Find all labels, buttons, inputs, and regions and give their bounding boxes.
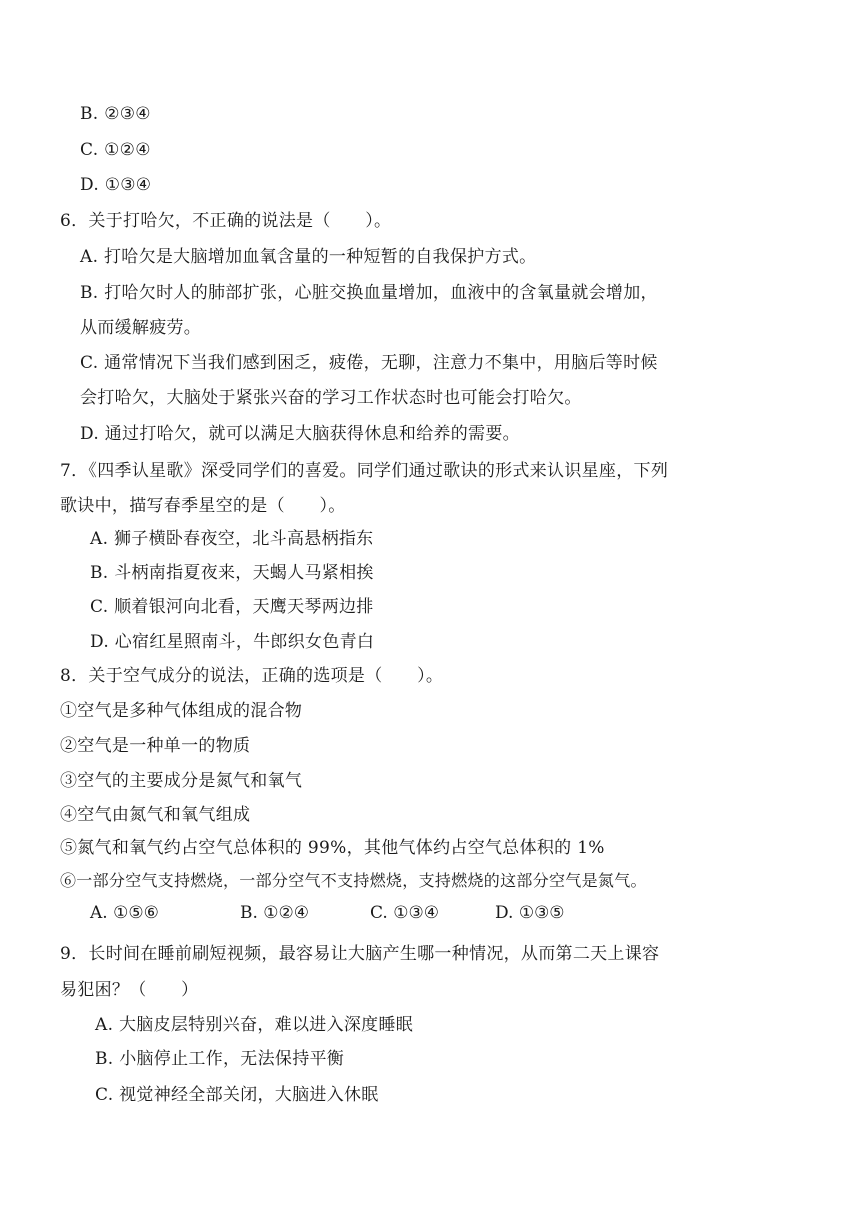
q8-statement-2: ②空气是一种单一的物质 [60,736,251,756]
q9-option-b: B. 小脑停止工作，无法保持平衡 [95,1049,345,1069]
q9-stem-line2: 易犯困？（ ） [60,980,199,1000]
q7-stem-line2: 歌诀中，描写春季星空的是（ ）。 [60,496,346,516]
q8-option-a: A. ①⑤⑥ [90,903,159,923]
q5-option-d: D. ①③④ [80,175,152,195]
q5-option-c: C. ①②④ [80,140,151,160]
q7-stem-line1: 7．《四季认星歌》深受同学们的喜爱。同学们通过歌诀的形式来认识星座，下列 [60,461,669,481]
q7-option-a: A. 狮子横卧春夜空，北斗高悬柄指东 [90,529,374,549]
q6-option-d: D. 通过打哈欠，就可以满足大脑获得休息和给养的需要。 [80,424,520,444]
q5-option-b: B. ②③④ [80,104,151,124]
q7-option-b: B. 斗柄南指夏夜来，天蝎人马紧相挨 [90,563,374,583]
q8-stem: 8．关于空气成分的说法，正确的选项是（ ）。 [60,666,444,686]
q6-option-c-line1: C. 通常情况下当我们感到困乏，疲倦，无聊，注意力不集中，用脑后等时候 [80,353,658,373]
q9-option-c: C. 视觉神经全部关闭，大脑进入休眠 [95,1085,379,1105]
q6-option-b-line2: 从而缓解疲劳。 [80,318,202,338]
q8-statement-4: ④空气由氮气和氧气组成 [60,805,251,825]
q8-statement-3: ③空气的主要成分是氮气和氧气 [60,771,303,791]
q8-statement-6: ⑥一部分空气支持燃烧，一部分空气不支持燃烧，支持燃烧的这部分空气是氮气。 [60,871,647,890]
q6-stem: 6．关于打哈欠，不正确的说法是（ ）。 [60,211,392,231]
q6-option-b-line1: B. 打哈欠时人的肺部扩张，心脏交换血量增加，血液中的含氧量就会增加， [80,283,658,303]
q6-option-c-line2: 会打哈欠，大脑处于紧张兴奋的学习工作状态时也可能会打哈欠。 [80,388,582,408]
q8-option-d: D. ①③⑤ [495,903,565,923]
q7-option-c: C. 顺着银河向北看，天鹰天琴两边排 [90,597,374,617]
q8-statement-5: ⑤氮气和氧气约占空气总体积的 99%，其他气体约占空气总体积的 1% [60,838,605,858]
q8-option-c: C. ①③④ [370,903,439,923]
q8-statement-1: ①空气是多种气体组成的混合物 [60,701,303,721]
q8-option-b: B. ①②④ [240,903,310,923]
q9-stem-line1: 9．长时间在睡前刷短视频，最容易让大脑产生哪一种情况，从而第二天上课容 [60,944,660,964]
q9-option-a: A. 大脑皮层特别兴奋，难以进入深度睡眠 [95,1015,414,1035]
q6-option-a: A. 打哈欠是大脑增加血氧含量的一种短暂的自我保护方式。 [80,247,537,267]
q8-options-row [90,901,650,925]
q7-option-d: D. 心宿红星照南斗，牛郎织女色青白 [90,632,375,652]
